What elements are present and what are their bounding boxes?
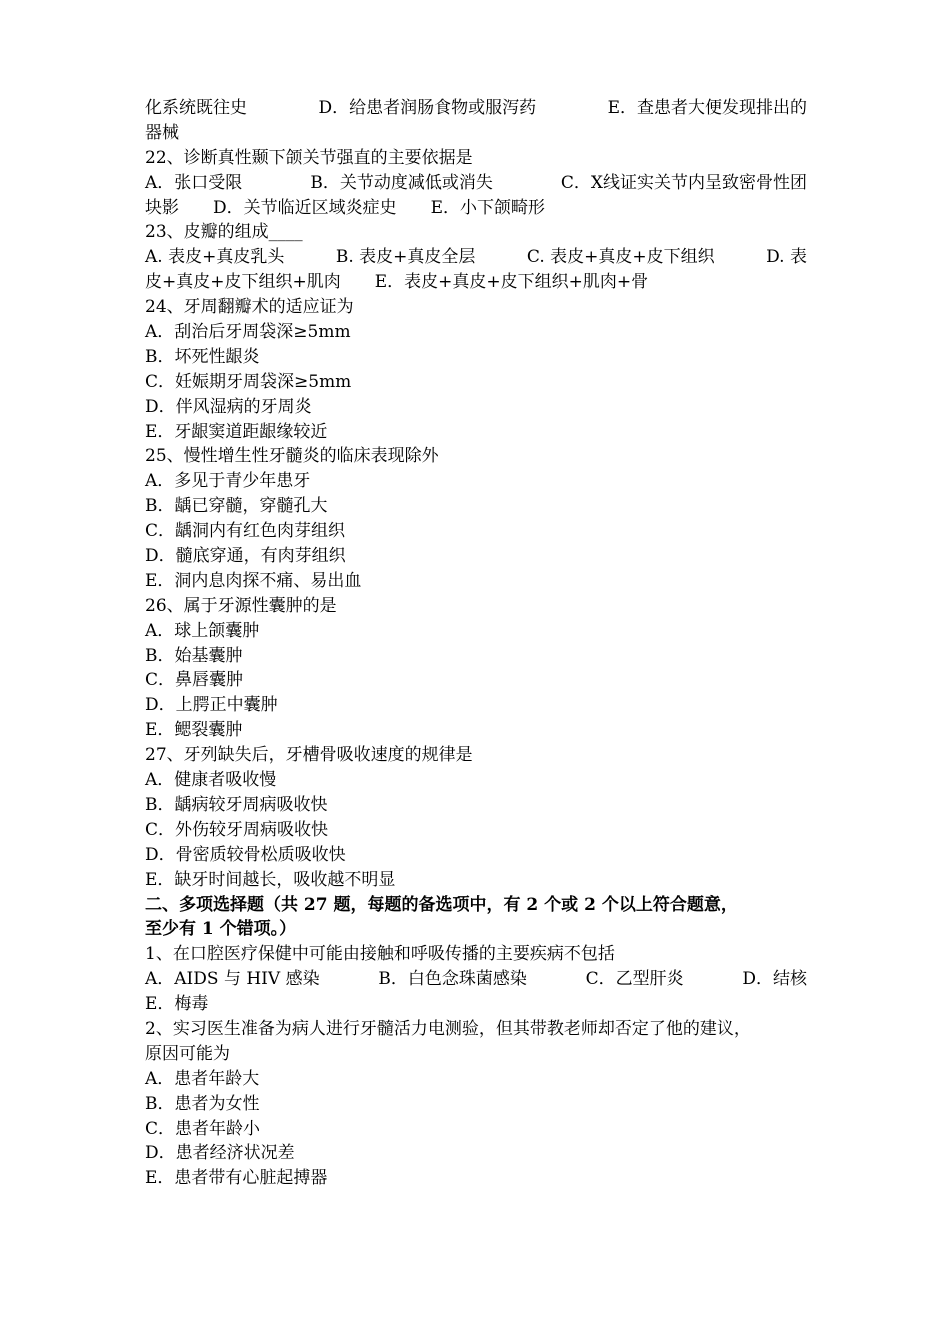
text-line: E．洞内息肉探不痛、易出血 [145, 570, 362, 591]
text-line: B．始基囊肿 [145, 645, 243, 666]
text-line: A．健康者吸收慢 [145, 770, 277, 791]
text-line: 1、在口腔医疗保健中可能由接触和呼吸传播的主要疾病不包括 [145, 944, 615, 965]
text-line: E．缺牙时间越长，吸收越不明显 [145, 869, 396, 890]
text-line: C．患者年龄小 [145, 1118, 261, 1139]
text-line: 皮+真皮+皮下组织+肌肉 E．表皮+真皮+皮下组织+肌肉+骨 [145, 272, 649, 293]
text-line: E．梅毒 [145, 994, 209, 1015]
text-line: E．牙龈窦道距龈缘较近 [145, 421, 328, 442]
text-line: 24、牙周翻瓣术的适应证为 [145, 297, 354, 318]
text-line: E．患者带有心脏起搏器 [145, 1168, 328, 1189]
text-line: 22、诊断真性颞下颌关节强直的主要依据是 [145, 147, 473, 168]
text-line: 26、属于牙源性囊肿的是 [145, 595, 337, 616]
document-page [145, 96, 807, 1191]
text-line: B．龋已穿髓，穿髓孔大 [145, 496, 328, 517]
text-line: D．伴风湿病的牙周炎 [145, 396, 312, 417]
text-line: 23、皮瓣的组成____ [145, 222, 303, 243]
text-line: C．妊娠期牙周袋深≥5mm [145, 371, 352, 392]
text-line: A．多见于青少年患牙 [145, 471, 311, 492]
text-line: A. 表皮+真皮乳头 B. 表皮+真皮全层 C. 表皮+真皮+皮下组织 D. 表 [145, 247, 807, 268]
text-line: C．龋洞内有红色肉芽组织 [145, 521, 346, 542]
text-line: 27、牙列缺失后，牙槽骨吸收速度的规律是 [145, 745, 473, 766]
text-line: 化系统既往史 D．给患者润肠食物或服泻药 E．查患者大便发现排出的 [145, 98, 807, 118]
text-line: D．上腭正中囊肿 [145, 695, 278, 716]
text-line: 二、多项选择题（共 27 题，每题的备选项中，有 2 个或 2 个以上符合题意， [145, 894, 738, 915]
text-line: A．患者年龄大 [145, 1068, 260, 1089]
text-line: B．患者为女性 [145, 1093, 260, 1114]
text-line: E．鳃裂囊肿 [145, 720, 243, 741]
text-line: B．龋病较牙周病吸收快 [145, 794, 328, 815]
text-line: 块影 D．关节临近区域炎症史 E．小下颌畸形 [145, 197, 546, 218]
text-line: C．鼻唇囊肿 [145, 670, 244, 691]
text-line: A．AIDS 与 HIV 感染 B．白色念珠菌感染 C．乙型肝炎 D．结核 [145, 969, 807, 990]
text-line: C．外伤较牙周病吸收快 [145, 819, 329, 840]
text-line: D．髓底穿通，有肉芽组织 [145, 546, 346, 567]
text-line: A．球上颌囊肿 [145, 620, 260, 641]
text-line: 原因可能为 [145, 1043, 230, 1064]
text-line: 器械 [145, 122, 179, 143]
text-line: D．骨密质较骨松质吸收快 [145, 844, 346, 865]
text-line: B．坏死性龈炎 [145, 346, 260, 367]
text-line: 至少有 1 个错项。） [145, 919, 297, 940]
text-line: A．刮治后牙周袋深≥5mm [145, 322, 351, 343]
text-line: 2、实习医生准备为病人进行牙髓活力电测验，但其带教老师却否定了他的建议， [145, 1018, 751, 1039]
text-line: D．患者经济状况差 [145, 1143, 295, 1164]
text-line: A．张口受限 B．关节动度减低或消失 C．X线证实关节内呈致密骨性团 [145, 172, 807, 193]
text-line: 25、慢性增生性牙髓炎的临床表现除外 [145, 446, 439, 467]
